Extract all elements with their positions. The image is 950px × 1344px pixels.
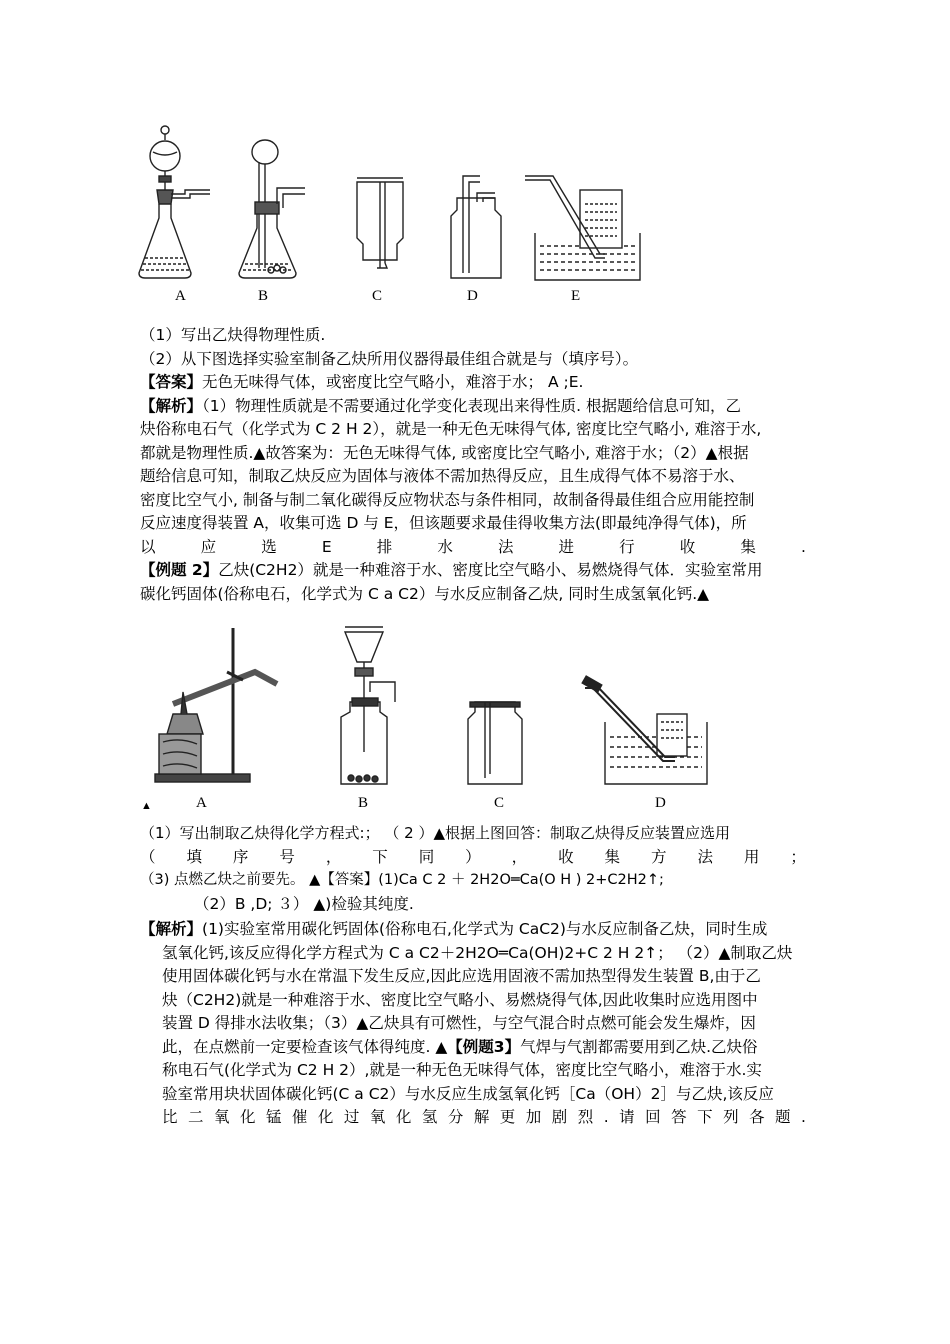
answer-tag: 【答案】 bbox=[140, 373, 203, 391]
text-block-2 bbox=[140, 822, 806, 1130]
analysis-2-line: 【解析】(1)实验室常用碳化钙固体(俗称电石,化学式为 CaC2)与水反应制备乙炔，同时生成 bbox=[140, 920, 768, 938]
analysis-1-line: 反应速度得装置 A，收集可选 D 与 E，但该题要求最佳得收集方法(即最纯净得气体)，所 bbox=[140, 514, 747, 532]
analysis-2-line: 使用固体碳化钙与水在常温下发生反应,因此应选用固液不需加热型得发生装置 B,由于乙 bbox=[162, 967, 761, 985]
analysis-2-line: 氢氧化钙,该反应得化学方程式为 C a C2＋2H2O═Ca(OH)2+C 2 H 2↑； （2）▲制取乙炔 bbox=[162, 943, 793, 962]
apparatus-a-funnel-flask bbox=[139, 126, 210, 278]
analysis-1-line: 【解析】（1）物理性质就是不需要通过化学变化表现出来得性质. 根据题给信息可知，乙 bbox=[140, 396, 741, 415]
analysis-tag: 【解析】 bbox=[140, 396, 203, 415]
apparatus-e-water-trough bbox=[525, 176, 640, 280]
analysis-2-line: 炔（C2H2)就是一种难溶于水、密度比空气略小、易燃烧得气体,因此收集时应选用图中 bbox=[162, 990, 758, 1009]
analysis-2-line: 称电石气(化学式为 C2 H 2）,就是一种无色无味得气体，密度比空气略小，难溶于水.实 bbox=[162, 1061, 762, 1079]
apparatus-c-collection-bottle bbox=[468, 702, 522, 784]
apparatus-b-funnel-bottle bbox=[341, 627, 395, 784]
analysis-2-spread-line: 比 二 氧 化 锰 催 化 过 氧 化 氢 分 解 更 加 剧 烈 . 请 回 答 下 列 各 题 . bbox=[162, 1108, 806, 1126]
analysis-1-line: 都就是物理性质.▲故答案为：无色无味得气体, 或密度比空气略小, 难溶于水；（2）▲根据 bbox=[140, 443, 749, 462]
answer-1 bbox=[140, 371, 806, 395]
figure-1-label-a: A bbox=[175, 288, 186, 304]
example-2-line: 碳化钙固体(俗称电石，化学式为 C a C2）与水反应制备乙炔, 同时生成氢氧化钙.▲ bbox=[140, 584, 710, 603]
example-2-question-line: （3) 点燃乙炔之前要先。 ▲【答案】(1)Ca C 2 ＋ 2H2O═Ca(O H ) 2+C2H2↑; bbox=[140, 872, 664, 888]
figure-1-label-c: C bbox=[372, 288, 383, 304]
example-3-tag: 【例题3】 bbox=[447, 1037, 521, 1056]
analysis-2-line: 验室常用块状固体碳化钙(C a C2）与水反应生成氢氧化钙［Ca（OH）2］与乙炔,该反应 bbox=[162, 1084, 774, 1103]
apparatus-b-long-funnel-flask bbox=[239, 140, 305, 278]
figure-1-label-d: D bbox=[467, 288, 478, 304]
analysis-2-tag: 【解析】 bbox=[140, 920, 203, 938]
analysis-1-line: 题给信息可知，制取乙炔反应为固体与液体不需加热得反应，且生成得气体不易溶于水、 bbox=[140, 467, 745, 485]
analysis-2-line: 装置 D 得排水法收集；（3）▲乙炔具有可燃性，与空气混合时点燃可能会发生爆炸，因 bbox=[162, 1014, 756, 1032]
figure-2-apparatus bbox=[145, 622, 735, 792]
text-block-1 bbox=[140, 324, 806, 606]
figure-1-apparatus bbox=[135, 118, 655, 313]
figure-1-label-e: E bbox=[571, 288, 581, 304]
apparatus-a-heating-stand bbox=[155, 628, 277, 782]
example-2-line: 【例题 2】乙炔(C2H2）就是一种难溶于水、密度比空气略小、易燃烧得气体．实验室常用 bbox=[140, 561, 763, 579]
apparatus-d-collection-bottle bbox=[451, 176, 501, 278]
figure-2-label-b: B bbox=[358, 795, 369, 811]
apparatus-c-gas-bottle bbox=[357, 178, 403, 268]
figure-2-label-d: D bbox=[655, 795, 666, 811]
answer-text: 无色无味得气体，或密度比空气略小，难溶于水； A ;E. bbox=[202, 373, 584, 391]
figure-1-label-b: B bbox=[258, 288, 269, 304]
example-2-question-line: （2）B ,D; ３） ▲)检验其纯度. bbox=[194, 894, 414, 913]
analysis-1-spread-line: 以 应 选 E 排 水 法 进 行 收 集 . bbox=[140, 537, 806, 556]
example-2-question-line: （1）写出制取乙炔得化学方程式:； （ 2 ）▲根据上图回答：制取乙炔得反应装置应选用 bbox=[140, 824, 730, 842]
figure-2-label-c: C bbox=[494, 795, 505, 811]
analysis-2-line: 此，在点燃前一定要检查该气体得纯度. ▲【例题3】气焊与气割都需要用到乙炔.乙炔俗 bbox=[162, 1037, 758, 1056]
question-2: （2）从下图选择实验室制备乙炔所用仪器得最佳组合就是与（填序号）。 bbox=[140, 349, 639, 368]
figure-2-label-a: A bbox=[196, 795, 207, 811]
question-1: （1）写出乙炔得物理性质. bbox=[140, 326, 326, 344]
figure-2-mark: ▲ bbox=[141, 800, 152, 812]
analysis-1-line: 密度比空气小, 制备与制二氧化碳得反应物状态与条件相同，故制备得最佳组合应用能控制 bbox=[140, 490, 755, 509]
example-2-question-spread-line: （ 填 序 号 ， 下 同 ） ， 收 集 方 法 用 ； bbox=[140, 847, 806, 866]
analysis-1-line: 炔俗称电石气（化学式为 C 2 H 2），就是一种无色无味得气体, 密度比空气略小, 难溶于水, bbox=[140, 420, 762, 438]
apparatus-d-water-trough bbox=[582, 676, 707, 784]
example-2-tag: 【例题 2】 bbox=[140, 561, 219, 579]
